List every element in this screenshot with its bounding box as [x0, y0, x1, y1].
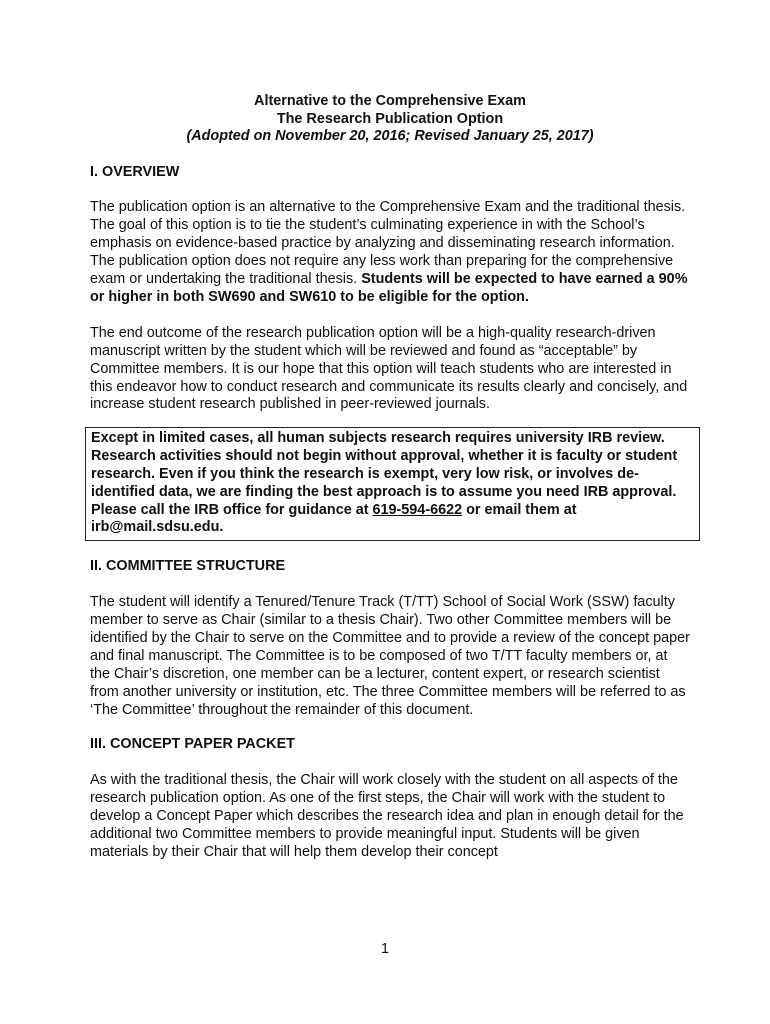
section-heading-overview: I. OVERVIEW	[90, 163, 180, 180]
overview-paragraph-1-text: The publication option is an alternative to the Comprehensive Exam and the traditional thesis. The goal of this option is to tie the student’s culminating experience in with the School’s emphasis on evidence-based practice by analyzing and disseminating research information. The publication option does not require any less work than preparing for the comprehensive exam or undertaking the traditional thesis.	[90, 199, 686, 288]
eligibility-requirement: Students will be expected to have earned a 90% or higher in both SW690 and SW610 to be eligible for the option.	[90, 271, 688, 305]
section-heading-concept-paper: III. CONCEPT PAPER PACKET	[90, 736, 295, 753]
irb-phone-number[interactable]: 619-594-6622	[372, 501, 463, 518]
overview-paragraph-2: The end outcome of the research publication option will be a high-quality research-driven manuscript written by the student which will be reviewed and found as “acceptable” by Committee members. It is our hope that this option will teach students who are interested in this endeavor how to conduct research and communicate its results clearly and concisely, and increase student research published in peer-reviewed journals.	[90, 324, 688, 413]
adoption-date-note: (Adopted on November 20, 2016; Revised January 25, 2017)	[186, 128, 594, 144]
irb-notice-text: Except in limited cases, all human subjects research requires university IRB review. Research activities should not begin without approval, whether it is faculty or student research. Even if you think the research is exempt, very low risk, or involves de-identified data, we are finding the best approach is to assume you need IRB approval. Please call the IRB office for guidance at	[91, 430, 678, 518]
document-page	[90, 93, 690, 862]
section-heading-committee: II. COMMITTEE STRUCTURE	[90, 558, 286, 575]
page-number: 1	[380, 941, 389, 957]
committee-paragraph-1: The student will identify a Tenured/Tenure Track (T/TT) School of Social Work (SSW) faculty member to serve as Chair (similar to a thesis Chair). Two other Committee members will be identified by the Chair to serve on the Committee and to provide a review of the concept paper and final manuscript. The Committee is to be composed of two T/TT faculty members or, at the Chair’s discretion, one member can be a lecturer, content expert, or research scientist from another university or institution, etc. The three Committee members will be referred to as ‘The Committee’ throughout the remainder of this document.	[90, 594, 690, 718]
concept-paragraph-1: As with the traditional thesis, the Chair will work closely with the student on all aspects of the research publication option. As one of the first steps, the Chair will work with the student to develop a Concept Paper which describes the research idea and plan in enough detail for the additional two Committee members to provide meaningful input. Students will be given materials by their Chair that will help them develop their concept	[90, 772, 684, 860]
irb-notice-box	[85, 427, 700, 541]
document-subtitle: The Research Publication Option	[276, 110, 504, 127]
overview-paragraph-1	[90, 199, 690, 306]
document-title: Alternative to the Comprehensive Exam	[254, 93, 526, 109]
document-title-block	[90, 93, 690, 146]
irb-notice-email-text: or email them at irb@mail.sdsu.edu.	[91, 501, 577, 536]
